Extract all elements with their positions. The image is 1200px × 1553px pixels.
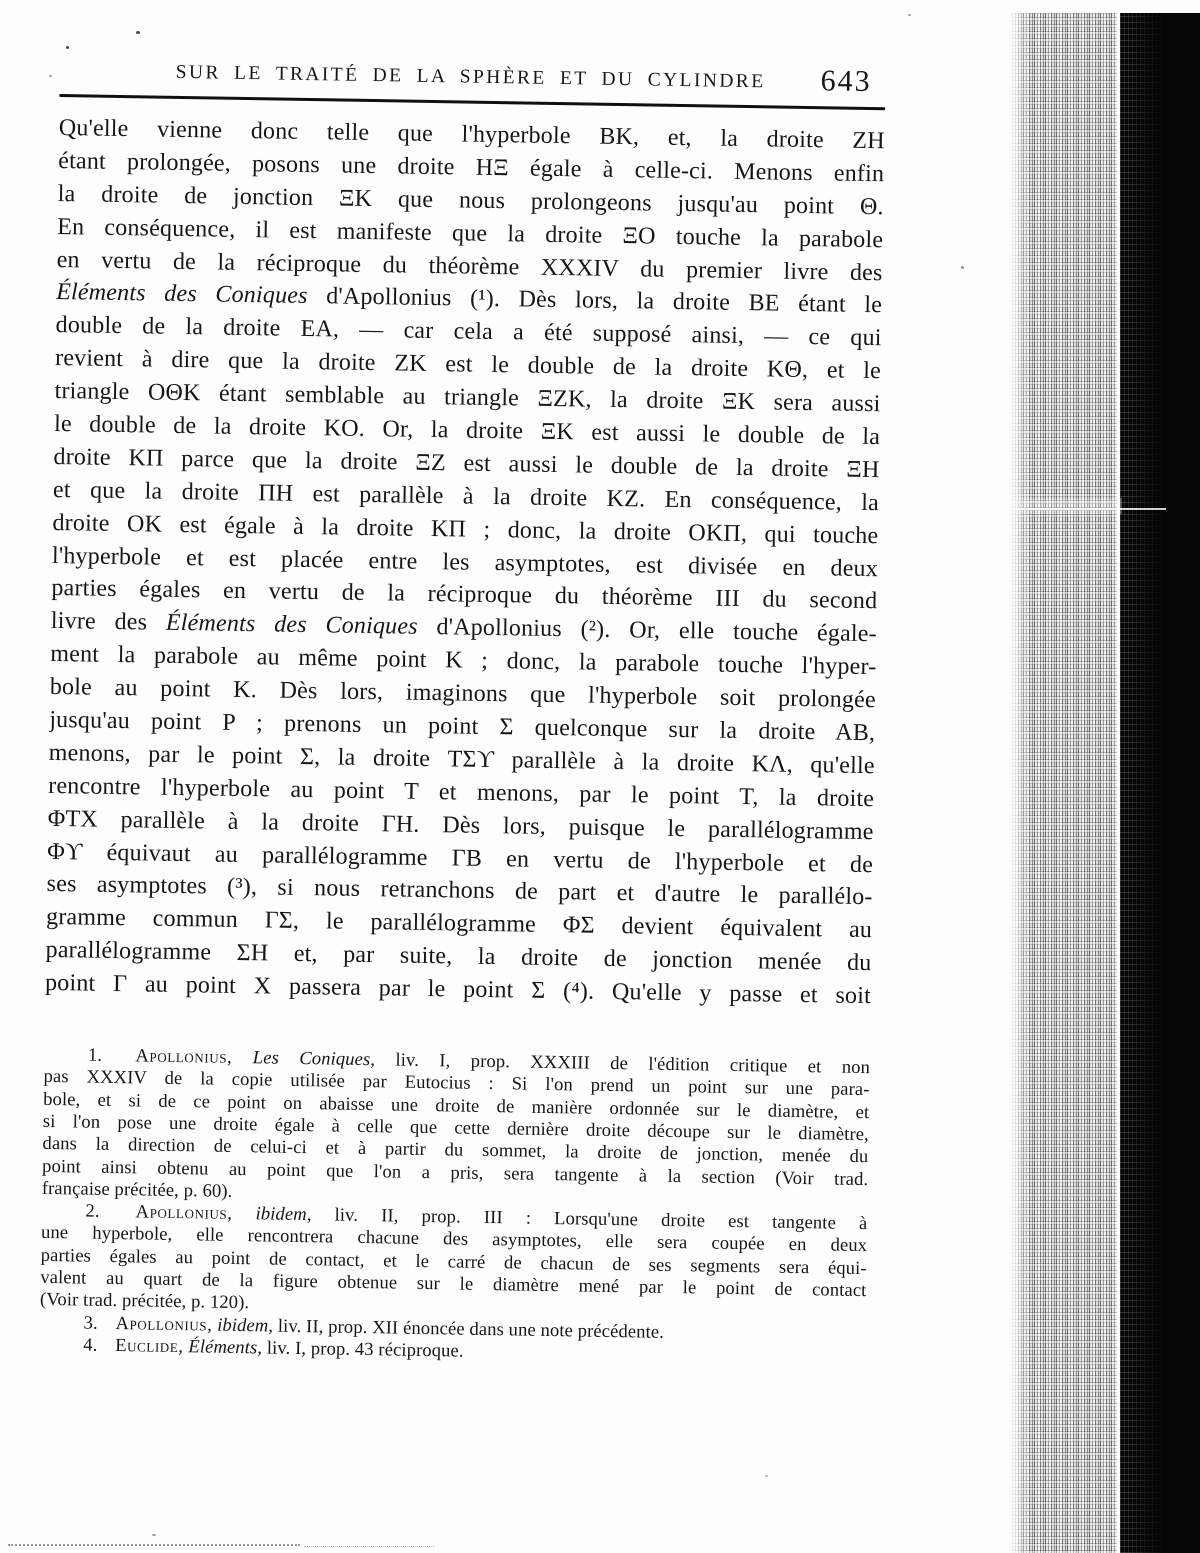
scan-speck [66, 46, 69, 49]
text-line: En conséquence, il est manifeste que la droite ΞO touche la parabole [57, 213, 884, 253]
scan-speck [961, 266, 964, 269]
text-line: double de la droite EA, — car cela a été supposé ainsi, — ce qui [55, 312, 882, 352]
text-line: française précitée, p. 60). [41, 1177, 233, 1202]
text-line: parties égales au point de contact, et le carré de chacun de ses segments sera équi- [40, 1244, 867, 1279]
scan-gutter-black [1120, 13, 1200, 1553]
text-line: bole, et si de ce point on abaisse une droite de manière ordonnée sur le diamètre, et [43, 1088, 870, 1123]
scan-speck [136, 31, 140, 34]
text-line: (Voir trad. précitée, p. 120). [39, 1289, 250, 1314]
text-line: bole au point K. Dès lors, imaginons que l'hyperbole soit prolongée [49, 674, 876, 714]
text-line: parties égales en vertu de la réciproque du théorème III du second [51, 575, 878, 615]
text-line: Éléments des Coniques d'Apollonius (¹). Dès lors, la droite BE étant le [55, 279, 883, 319]
footnote-1 [42, 1044, 870, 1213]
running-header [59, 54, 886, 107]
text-line: livre des Éléments des Coniques d'Apollonius (²). Or, elle touche égale- [50, 608, 878, 648]
text-line: droite KΠ parce que la droite ΞZ est aussi le double de la droite ΞH [53, 443, 880, 484]
text-line: 2. Apollonius, ibidem, liv. II, prop. III : Lorsqu'une droite est tangente à [85, 1200, 868, 1235]
text-line: une hyperbole, elle rencontrera chacune des asymptotes, elle sera coupée en deux [40, 1222, 868, 1257]
scan-speck [908, 14, 911, 16]
scan-streak-hard [1014, 508, 1166, 510]
running-header-title: SUR LE TRAITÉ DE LA SPHÈRE ET DU CYLINDRE [175, 61, 766, 93]
text-line: le double de la droite KO. Or, la droite ΞK est aussi le double de la [53, 410, 881, 451]
text-line: la droite de jonction ΞK que nous prolongeons jusqu'au point Θ. [57, 180, 884, 221]
text-line: en vertu de la réciproque du théorème XXXIV du premier livre des [56, 246, 883, 286]
scan-gutter-noise [1010, 13, 1117, 1553]
scan-speck [765, 1475, 768, 1477]
text-line: valent au quart de la figure obtenue sur le diamètre mené par le point de contact [40, 1266, 867, 1302]
page-content [39, 54, 886, 1369]
scan-gutter-speckle [1120, 13, 1166, 1553]
text-line: Qu'elle vienne donc telle que l'hyperbole BK, et, la droite ZH [58, 114, 885, 155]
text-line: jusqu'au point P ; prenons un point Σ quelconque sur la droite AB, [49, 706, 876, 747]
footnotes [39, 1044, 870, 1369]
body-text [45, 112, 885, 1013]
text-line: droite OK est égale à la droite KΠ ; donc, la droite OKΠ, qui touche [52, 509, 879, 549]
text-line: point ainsi obtenu au point que l'on a pris, sera tangente à la section (Voir trad. [41, 1155, 869, 1190]
text-line: 1. Apollonius, Les Coniques, liv. I, prop. XXXIII de l'édition critique et non [87, 1044, 870, 1079]
scan-dotted-line-2 [304, 1546, 434, 1547]
scan-gutter-band [1010, 13, 1200, 1553]
text-line: point Γ au point X passera par le point Σ (⁴). Qu'elle y passe et soit [44, 970, 872, 1010]
text-line: triangle OΘK étant semblable au triangle ΞZK, la droite ΞK sera aussi [54, 378, 881, 418]
text-line: parallélogramme ΣΗ et, par suite, la droite de jonction menée du [45, 937, 872, 977]
text-line: dans la direction de celui-ci et à partir du sommet, la droite de jonction, menée du [42, 1133, 869, 1168]
scan-dotted-line [8, 1544, 300, 1546]
page-number: 643 [820, 64, 872, 99]
scan-speck [152, 1534, 156, 1536]
text-line: rencontre l'hyperbole au point T et menons, par le point T, la droite [48, 772, 875, 812]
text-line: étant prolongée, posons une droite HΞ égale à celle-ci. Menons enfin [58, 147, 885, 188]
text-line: pas XXXIV de la copie utilisée par Eutocius : Si l'on prend un point sur une para- [43, 1066, 870, 1101]
text-line: l'hyperbole et est placée entre les asymptotes, est divisée en deux [51, 542, 879, 582]
text-line: gramme commun ΓΣ, le parallélogramme ΦΣ devient équivalent au [45, 904, 873, 944]
text-line: menons, par le point Σ, la droite ΤΣϒ parallèle à la droite KΛ, qu'elle [48, 739, 875, 780]
footnote-2 [40, 1200, 868, 1325]
text-line: Φϒ équivaut au parallélogramme ΓΒ en vertu de l'hyperbole et de [46, 838, 874, 878]
scan-streak-soft [1012, 498, 1122, 514]
text-line: revient à dire que la droite ZK est le double de la droite KΘ, et le [54, 345, 882, 385]
text-line: ses asymptotes (³), si nous retranchons de part et d'autre le parallélo- [46, 871, 873, 911]
text-line: ment la parabole au même point K ; donc, la parabole touche l'hyper- [50, 641, 877, 681]
text-line: si l'on pose une droite égale à celle que cette dernière droite découpe sur le diamètre, [42, 1110, 869, 1146]
scan-speck [49, 75, 52, 77]
text-line: et que la droite ΠH est parallèle à la droite KZ. En conséquence, la [52, 476, 880, 517]
text-line: ΦΤΧ parallèle à la droite ΓΗ. Dès lors, puisque le parallélogramme [47, 805, 874, 845]
text-line: 4. Euclide, Éléments, liv. I, prop. 43 réciproque. [83, 1334, 464, 1362]
text-line: 3. Apollonius, ibidem, liv. II, prop. XII énoncée dans une note précédente. [83, 1312, 665, 1343]
